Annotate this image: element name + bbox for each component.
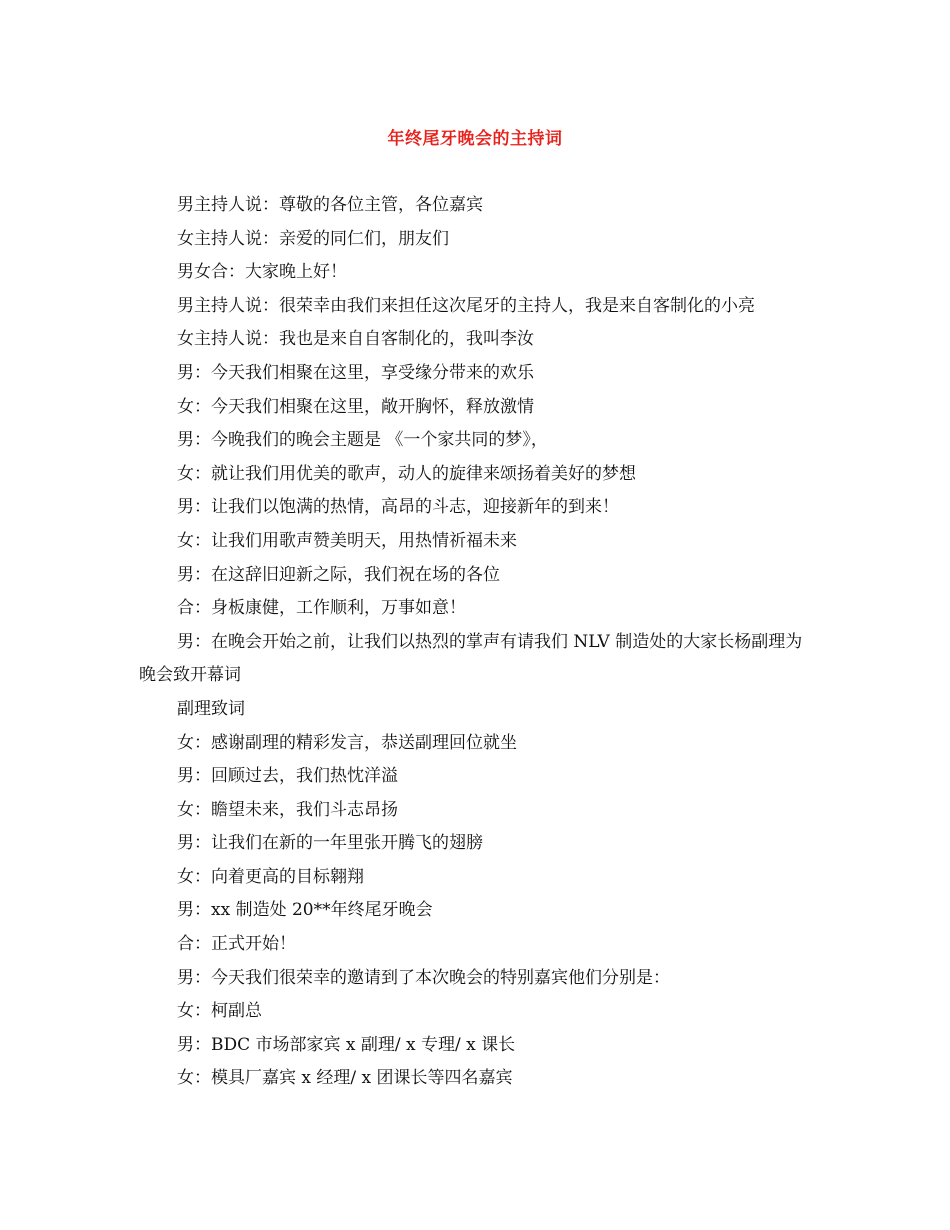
paragraph: 女：就让我们用优美的歌声，动人的旋律来颂扬着美好的梦想 bbox=[177, 463, 636, 484]
paragraph: 男：xx 制造处 20**年终尾牙晚会 bbox=[177, 900, 433, 921]
paragraph: 女：今天我们相聚在这里，敞开胸怀，释放激情 bbox=[177, 396, 534, 417]
document-body bbox=[139, 189, 817, 1096]
paragraph: 男：今天我们相聚在这里，享受缘分带来的欢乐 bbox=[177, 362, 534, 383]
paragraph: 男：回顾过去，我们热忱洋溢 bbox=[177, 766, 398, 787]
paragraph: 女：瞻望未来，我们斗志昂扬 bbox=[177, 799, 398, 820]
paragraph: 男女合：大家晚上好！ bbox=[177, 262, 347, 283]
paragraph: 男：在这辞旧迎新之际，我们祝在场的各位 bbox=[177, 564, 500, 585]
paragraph: 合：身板康健，工作顺利，万事如意！ bbox=[177, 598, 466, 619]
paragraph: 女主持人说：亲爱的同仁们，朋友们 bbox=[177, 228, 449, 249]
paragraph: 合：正式开始！ bbox=[177, 934, 296, 955]
paragraph: 男主持人说：很荣幸由我们来担任这次尾牙的主持人，我是来自客制化的小亮 bbox=[177, 295, 755, 316]
paragraph: 男：BDC 市场部家宾 x 副理/ x 专理/ x 课长 bbox=[177, 1034, 516, 1055]
paragraph: 男：今天我们很荣幸的邀请到了本次晚会的特别嘉宾他们分别是： bbox=[177, 967, 670, 988]
paragraph: 女：柯副总 bbox=[177, 1001, 262, 1022]
paragraph: 副理致词 bbox=[177, 698, 245, 719]
paragraph: 男：今晚我们的晚会主题是 《一个家共同的梦》， bbox=[177, 430, 548, 451]
paragraph: 女主持人说：我也是来自自客制化的，我叫李汝 bbox=[177, 329, 534, 350]
paragraph: 男：让我们在新的一年里张开腾飞的翅膀 bbox=[177, 833, 483, 854]
paragraph: 女：向着更高的目标翱翔 bbox=[177, 866, 364, 887]
paragraph: 男：在晚会开始之前，让我们以热烈的掌声有请我们 NLV 制造处的大家长杨副理为晚会致开幕词 bbox=[139, 631, 803, 686]
paragraph: 男：让我们以饱满的热情，高昂的斗志，迎接新年的到来！ bbox=[177, 497, 619, 518]
paragraph: 女：让我们用歌声赞美明天，用热情祈福未来 bbox=[177, 530, 517, 551]
document-title: 年终尾牙晚会的主持词 bbox=[387, 129, 563, 149]
paragraph: 女：模具厂嘉宾 x 经理/ x 团课长等四名嘉宾 bbox=[177, 1068, 513, 1089]
paragraph: 女：感谢副理的精彩发言，恭送副理回位就坐 bbox=[177, 732, 517, 753]
paragraph: 男主持人说：尊敬的各位主管，各位嘉宾 bbox=[177, 195, 483, 215]
